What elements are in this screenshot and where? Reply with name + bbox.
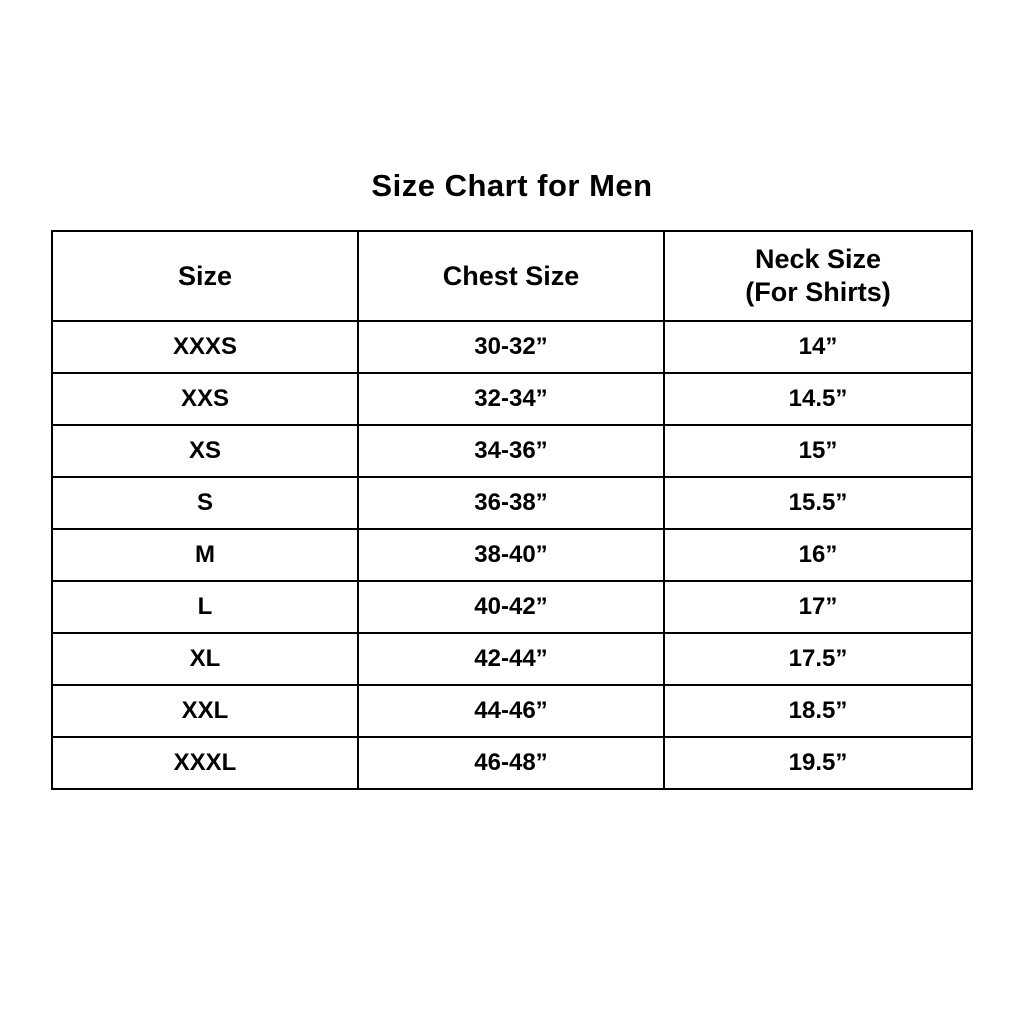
size-chart-table bbox=[51, 230, 973, 790]
header-chest-size: Chest Size bbox=[358, 231, 664, 321]
cell-neck-size: 15.5” bbox=[664, 477, 972, 529]
cell-neck-size: 19.5” bbox=[664, 737, 972, 789]
cell-size: XL bbox=[52, 633, 358, 685]
cell-size: S bbox=[52, 477, 358, 529]
header-neck-size bbox=[664, 231, 972, 321]
table-row bbox=[52, 737, 972, 789]
cell-chest-size: 36-38” bbox=[358, 477, 664, 529]
cell-neck-size: 14” bbox=[664, 321, 972, 373]
cell-chest-size: 40-42” bbox=[358, 581, 664, 633]
table-header-row bbox=[52, 231, 972, 321]
cell-chest-size: 44-46” bbox=[358, 685, 664, 737]
cell-chest-size: 46-48” bbox=[358, 737, 664, 789]
cell-size: XXXS bbox=[52, 321, 358, 373]
cell-neck-size: 17” bbox=[664, 581, 972, 633]
page-title: Size Chart for Men bbox=[371, 168, 653, 203]
cell-neck-size: 17.5” bbox=[664, 633, 972, 685]
table-row bbox=[52, 477, 972, 529]
cell-neck-size: 18.5” bbox=[664, 685, 972, 737]
header-neck-size-line2: (For Shirts) bbox=[745, 277, 891, 307]
cell-chest-size: 34-36” bbox=[358, 425, 664, 477]
table-row bbox=[52, 633, 972, 685]
cell-chest-size: 30-32” bbox=[358, 321, 664, 373]
cell-chest-size: 38-40” bbox=[358, 529, 664, 581]
cell-neck-size: 14.5” bbox=[664, 373, 972, 425]
table-row bbox=[52, 321, 972, 373]
cell-size: XS bbox=[52, 425, 358, 477]
cell-size: M bbox=[52, 529, 358, 581]
cell-size: XXXL bbox=[52, 737, 358, 789]
cell-chest-size: 32-34” bbox=[358, 373, 664, 425]
cell-size: XXL bbox=[52, 685, 358, 737]
table-row bbox=[52, 373, 972, 425]
table-row bbox=[52, 685, 972, 737]
table-row bbox=[52, 581, 972, 633]
cell-size: XXS bbox=[52, 373, 358, 425]
cell-size: L bbox=[52, 581, 358, 633]
header-neck-size-line1: Neck Size bbox=[754, 244, 882, 274]
header-size: Size bbox=[52, 231, 358, 321]
cell-neck-size: 16” bbox=[664, 529, 972, 581]
cell-neck-size: 15” bbox=[664, 425, 972, 477]
table-row bbox=[52, 425, 972, 477]
cell-chest-size: 42-44” bbox=[358, 633, 664, 685]
table-body bbox=[52, 321, 972, 789]
table-row bbox=[52, 529, 972, 581]
